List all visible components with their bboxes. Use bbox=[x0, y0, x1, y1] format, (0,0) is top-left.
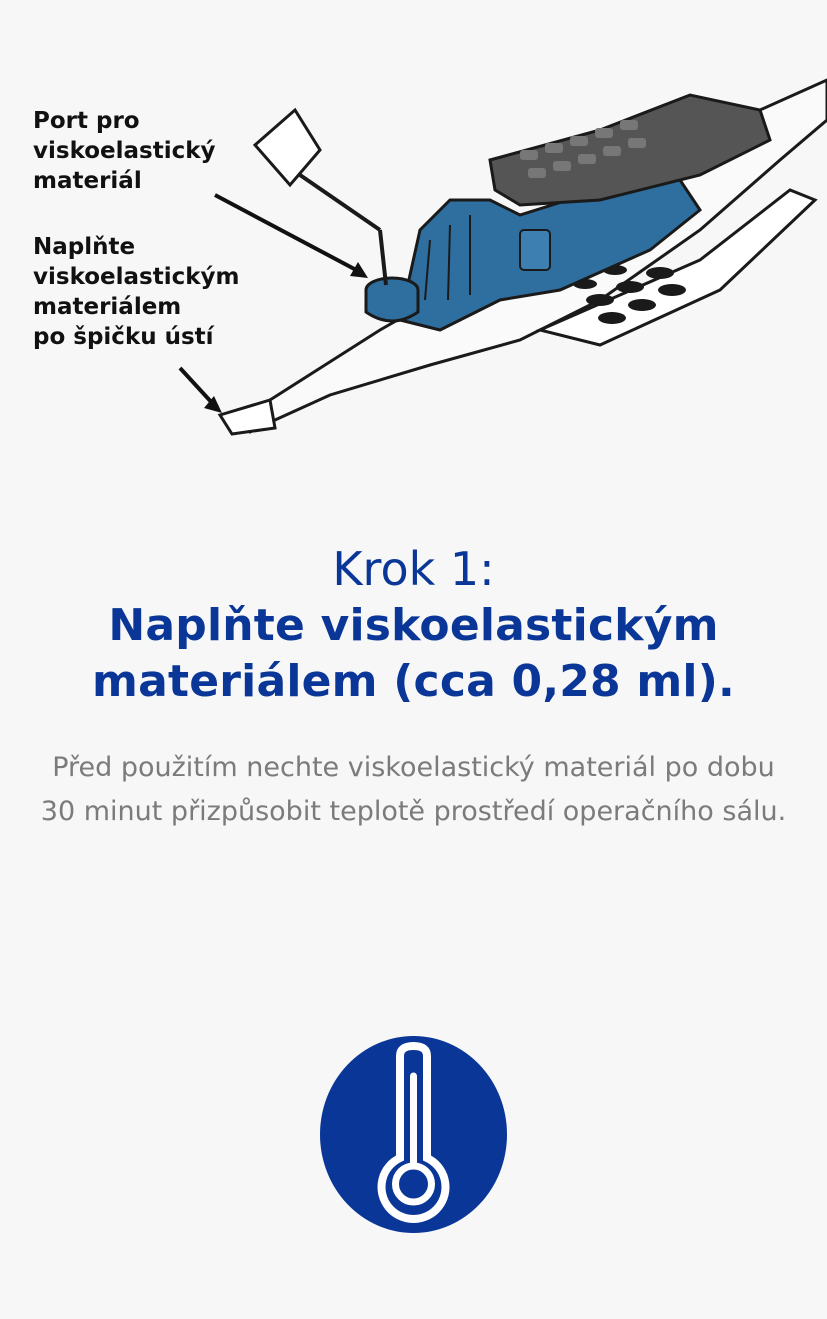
callout-fill-label: Naplňte viskoelastickým materiálem po špičku ústí bbox=[33, 234, 240, 350]
step-title: Naplňte viskoelastickým materiálem (cca 0,28 ml). bbox=[92, 600, 735, 707]
device-illustration bbox=[0, 0, 827, 480]
step-heading bbox=[0, 540, 827, 710]
step-description: Před použitím nechte viskoelastický materiál po dobu 30 minut přizpůsobit teplotě prostředí operačního sálu. bbox=[40, 752, 787, 827]
thermometer-icon bbox=[320, 1036, 507, 1233]
callout-port-label: Port pro viskoelastický materiál bbox=[33, 108, 216, 194]
step-number: Krok 1: bbox=[332, 542, 495, 596]
